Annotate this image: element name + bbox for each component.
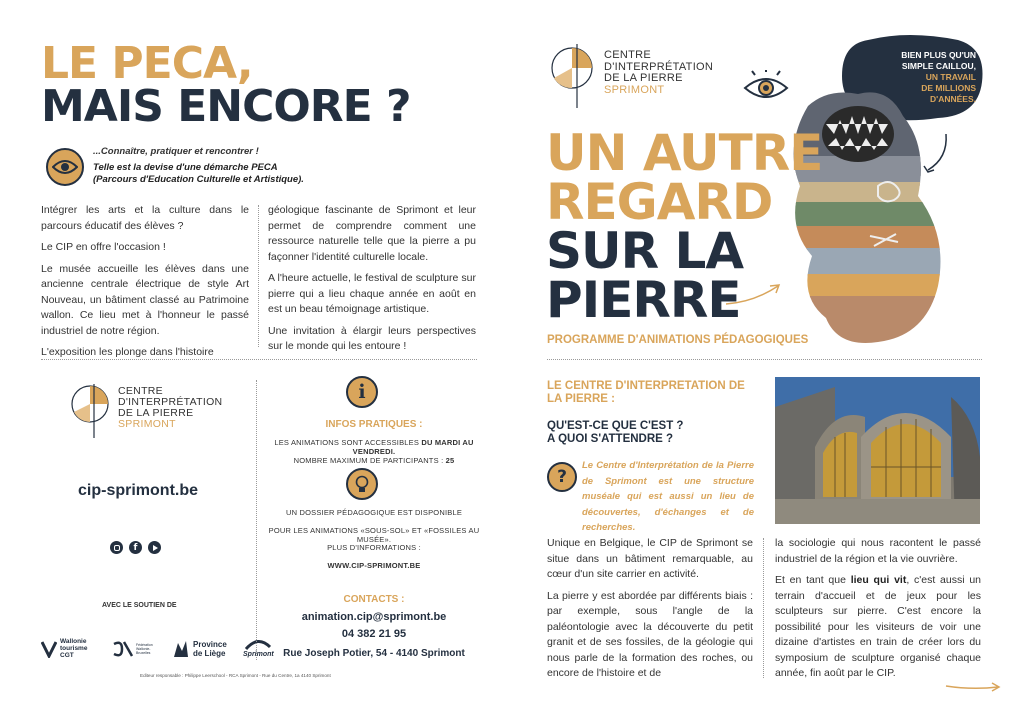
right-title-line2: REGARD <box>546 173 773 231</box>
question-line1: QU'EST-CE QUE C'EST ? <box>547 420 684 432</box>
sponsor-liege <box>172 639 231 659</box>
museum-building-photo <box>775 377 980 524</box>
intro-block <box>93 146 304 186</box>
contact-phone[interactable]: 04 382 21 95 <box>341 628 407 640</box>
lightbulb-badge-icon <box>346 468 378 500</box>
cip-logo-mark-icon <box>68 378 116 440</box>
sponsor-wallonie <box>41 638 100 659</box>
sponsor-sprimont-label: Sprimont <box>243 651 274 658</box>
cip-logo-mark-icon <box>548 38 600 110</box>
bubble-line4: DE MILLIONS <box>921 83 976 93</box>
sponsor-fwb-label: Fédération Wallonie-Bruxelles <box>136 642 153 655</box>
section-title <box>547 380 745 406</box>
editor-line: Editeur responsable : Philippe Leerschool - RCA Sprimont - Rue du Centre, 1a 4140 Sprimont <box>140 673 331 678</box>
right-title-line1: UN AUTRE <box>546 124 823 182</box>
left-col2-p3: Une invitation à élargir leurs perspectives sur le monde qui les entoure ! <box>268 324 476 352</box>
right-subtitle: PROGRAMME D'ANIMATIONS PÉDAGOGIQUES <box>547 334 809 346</box>
left-col1-p4: L'exposition les plonge dans l'histoire <box>41 346 214 358</box>
fwb-logo-icon <box>112 640 134 658</box>
contact-address: Rue Joseph Potier, 54 - 4140 Sprimont <box>283 648 465 659</box>
logo-right-line3: DE LA PIERRE <box>604 72 683 84</box>
logo-right-line4: SPRIMONT <box>604 83 665 96</box>
lead-text: Le Centre d'Interprétation de la Pierre de Sprimont est une structure muséale qui est aussi un lieu de découvertes, d'échanges et de recherches. <box>582 460 754 533</box>
right-title-line4: PIERRE <box>546 271 741 329</box>
info-line2-bold: 25 <box>445 456 455 465</box>
intro-line1: ...Connaître, pratiquer et rencontrer ! <box>93 146 259 157</box>
info-line2-text: NOMBRE MAXIMUM DE PARTICIPANTS : <box>293 456 446 465</box>
right-col2-p1: la sociologie qui nous racontent le passé industriel de la région et la vie ouvrière. <box>775 537 981 565</box>
bubble-line2: SIMPLE CAILLOU, <box>901 61 976 71</box>
youtube-icon[interactable] <box>148 541 161 554</box>
logo-right-line1: CENTRE <box>604 49 652 61</box>
contacts-title: CONTACTS : <box>343 594 405 605</box>
left-col2-p2: A l'heure actuelle, le festival de sculpture sur pierre qui a lieu chaque année en août en est un beau témoignage artistique. <box>268 272 476 315</box>
sponsor-fwb <box>112 640 160 658</box>
question-badge-icon: ? <box>547 462 577 492</box>
dossier-line3: PLUS D'INFORMATIONS : <box>327 543 421 552</box>
question-heading <box>547 420 683 446</box>
right-h-divider <box>547 359 982 360</box>
logo-left-line1: CENTRE <box>118 385 163 397</box>
right-col-divider <box>763 538 764 678</box>
eye-badge-icon <box>46 148 84 186</box>
info-line1-bold: DU MARDI AU VENDREDI. <box>352 438 474 456</box>
dossier-line2: POUR LES ANIMATIONS «SOUS-SOL» ET «FOSSILES AU MUSÉE». <box>268 526 480 544</box>
logo-left-line4: SPRIMONT <box>118 418 176 430</box>
left-h-divider <box>41 359 477 360</box>
cip-logo-right <box>548 38 718 110</box>
section-title-line1: LE CENTRE D'INTERPRETATION DE <box>547 380 745 392</box>
sponsor-liege-label: Province de Liège <box>193 639 227 658</box>
curved-arrow-icon <box>724 282 784 308</box>
bubble-line1: BIEN PLUS QU'UN <box>901 50 976 60</box>
question-line2: A QUOI S'ATTENDRE ? <box>547 433 674 445</box>
website-label[interactable]: cip-sprimont.be <box>78 482 199 499</box>
wallonie-logo-icon <box>41 640 57 658</box>
right-col2 <box>775 536 981 688</box>
section-title-line2: LA PIERRE : <box>547 393 615 405</box>
bubble-line3: UN TRAVAIL <box>925 72 976 82</box>
right-col1-p1: Unique en Belgique, le CIP de Sprimont se situe dans un bâtiment remarquable, au cœur d'un site carrier en activité. <box>547 537 753 580</box>
left-col2 <box>268 203 476 361</box>
logo-right-line2: D'INTERPRÉTATION <box>604 60 714 73</box>
dossier-line1: UN DOSSIER PÉDAGOGIQUE EST DISPONIBLE <box>285 508 463 517</box>
sponsor-logos <box>41 638 274 659</box>
right-col1-p2: La pierre y est abordée par différents biais : par exemple, sous l'angle de la paléontologie avec la découverte du petit granit et de ses fossiles, de la géologie qui nous parle de la formation des roches, ou encore de l'histoire et de <box>547 589 753 679</box>
left-col1-p3: Le musée accueille les élèves dans une ancienne centrale électrique de style Art Nouveau, un bâtiment classé au Patrimoine wallon. Ce lieu met à l'honneur le passé industriel de notre région. <box>41 262 249 337</box>
left-title-line2: MAIS ENCORE ? <box>41 81 411 132</box>
left-title-line1: LE PECA, <box>41 38 253 89</box>
info-line2 <box>262 456 486 465</box>
facebook-icon[interactable]: f <box>129 541 142 554</box>
social-icons <box>110 541 161 554</box>
info-line1-text: LES ANIMATIONS SONT ACCESSIBLES <box>274 438 422 447</box>
cip-logo-left <box>68 378 223 440</box>
right-col2-p2-bold: lieu qui vit <box>850 574 907 586</box>
contact-email[interactable]: animation.cip@sprimont.be <box>301 611 447 623</box>
logo-left-line3: DE LA PIERRE <box>118 407 194 419</box>
info-line1 <box>262 438 486 456</box>
right-col1 <box>547 536 753 688</box>
left-col1 <box>41 203 249 367</box>
instagram-icon[interactable] <box>110 541 123 554</box>
info-title: INFOS PRATIQUES : <box>325 419 423 430</box>
dossier-site-link[interactable]: WWW.CIP-SPRIMONT.BE <box>327 561 421 570</box>
right-col2-p2 <box>775 573 981 682</box>
right-col2-p2-pre: Et en tant que <box>775 574 851 586</box>
liege-logo-icon <box>172 639 190 659</box>
sponsor-wallonie-label: Wallonie tourisme CGT <box>60 638 88 659</box>
left-bottom-divider <box>256 380 257 660</box>
left-col1-p2: Le CIP en offre l'occasion ! <box>41 241 166 253</box>
left-col1-p1: Intégrer les arts et la culture dans le parcours éducatif des élèves ? <box>41 204 249 232</box>
info-badge-icon: i <box>346 376 378 408</box>
bubble-line5: D'ANNÉES. <box>930 94 976 104</box>
support-label: AVEC LE SOUTIEN DE <box>102 602 177 609</box>
left-col2-p1: géologique fascinante de Sprimont et leur permet de comprendre comment une ressource naturelle telle que la pierre a pu façonner l'identité culturelle locale. <box>268 204 476 263</box>
right-title-line3: SUR LA <box>546 222 744 280</box>
intro-line3: (Parcours d'Education Culturelle et Artistique). <box>93 174 304 185</box>
intro-line2: Telle est la devise d'une démarche PECA <box>93 162 278 173</box>
left-col-divider <box>258 205 259 347</box>
logo-left-line2: D'INTERPRÉTATION <box>118 396 223 408</box>
next-arrow-icon <box>944 680 1002 694</box>
right-col2-p2-post: , c'est aussi un terrain d'accueil et de jeux pour les sculpteurs sur pierre. C'est encore la possibilité pour les visiteurs de voir une dizaine d'artistes en train de créer lors du symposium de sculpture organisé chaque année, fin août par le CIP. <box>775 574 981 679</box>
